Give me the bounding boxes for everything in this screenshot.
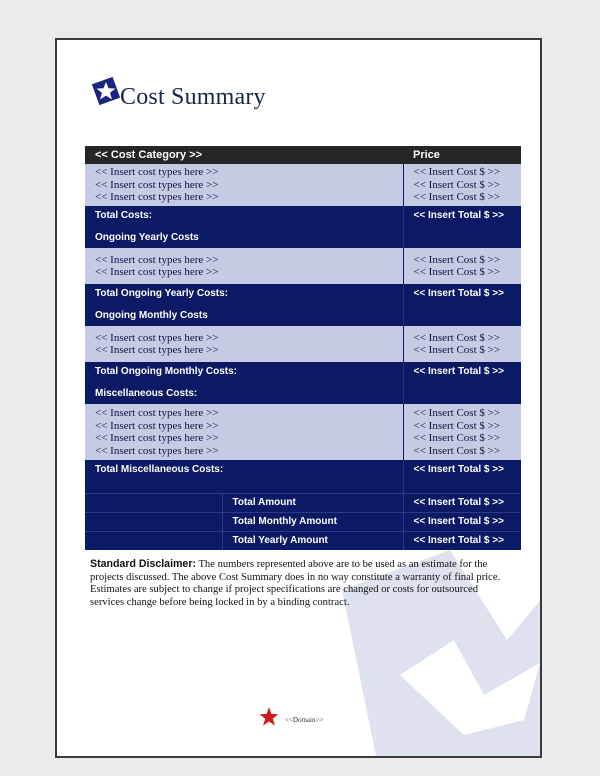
cost-type-cell: [85, 326, 403, 362]
cost-value-line: << Insert Cost $ >>: [413, 344, 501, 356]
table-header-row: [85, 146, 521, 164]
section-total-row: [85, 206, 521, 248]
cost-type-line: << Insert cost types here >>: [95, 191, 219, 204]
cost-type-line: << Insert cost types here >>: [95, 331, 219, 344]
section-total-row: [85, 284, 521, 326]
cost-items-group: [85, 326, 521, 362]
summary-label: Total Yearly Amount: [222, 531, 403, 550]
summary-label: Total Amount: [222, 493, 403, 512]
cost-value-cell: [403, 164, 521, 206]
disclaimer-heading: Standard Disclaimer:: [90, 558, 196, 570]
cost-value-cell: [403, 248, 521, 284]
section-total-value: << Insert Total $ >>: [403, 362, 521, 404]
document-title: Cost Summary: [120, 84, 266, 110]
red-star-icon: [258, 706, 280, 728]
summary-value: << Insert Total $ >>: [403, 493, 521, 512]
cost-items-group: [85, 164, 521, 206]
cost-value-line: << Insert Cost $ >>: [413, 178, 501, 191]
cost-value-line: << Insert Cost $ >>: [413, 407, 501, 419]
spacer-row: [85, 480, 521, 493]
cost-value-line: << Insert Cost $ >>: [413, 419, 501, 432]
cost-summary-table: [85, 146, 521, 550]
section-total-row: [85, 460, 521, 480]
footer-domain: <<Domain>>: [285, 716, 324, 724]
cost-type-line: << Insert cost types here >>: [95, 432, 219, 444]
cost-value-line: << Insert Cost $ >>: [413, 432, 501, 444]
cost-type-cell: [85, 248, 403, 284]
section-total-label: Total Costs:: [95, 210, 153, 221]
summary-label: Total Monthly Amount: [222, 512, 403, 531]
disclaimer-body: The numbers represented above are to be used as an estimate for the projects discussed. The above Cost Summary does in no way constitute a warranty of final price. Estimates are subject to change if project specifications are changed or costs for outsourced services change before being locked in by a binding contract.: [90, 559, 501, 608]
cost-type-line: << Insert cost types here >>: [95, 166, 219, 179]
disclaimer-paragraph: [90, 558, 510, 609]
cost-value-line: << Insert Cost $ >>: [413, 166, 501, 179]
section-total-cell: [85, 206, 403, 248]
section-heading: Ongoing Yearly Costs: [95, 232, 199, 243]
cost-type-cell: [85, 164, 403, 206]
section-total-cell: [85, 362, 403, 404]
section-heading: Miscellaneous Costs:: [95, 388, 198, 399]
cost-items-group: [85, 248, 521, 284]
section-total-row: [85, 362, 521, 404]
cost-type-line: << Insert cost types here >>: [95, 344, 219, 356]
cost-type-line: << Insert cost types here >>: [95, 266, 219, 278]
section-total-value: << Insert Total $ >>: [403, 206, 521, 248]
cost-value-line: << Insert Cost $ >>: [413, 253, 501, 266]
cost-value-line: << Insert Cost $ >>: [413, 331, 501, 344]
star-square-icon: [90, 75, 122, 107]
document-page: [55, 38, 542, 758]
cost-value-cell: [403, 404, 521, 460]
summary-row: [85, 531, 521, 550]
section-total-label: Total Miscellaneous Costs:: [85, 460, 403, 480]
price-header: Price: [403, 146, 521, 164]
cost-category-header: << Cost Category >>: [85, 146, 403, 164]
summary-row: [85, 493, 521, 512]
cost-type-line: << Insert cost types here >>: [95, 178, 219, 191]
section-total-value: << Insert Total $ >>: [403, 284, 521, 326]
cost-type-line: << Insert cost types here >>: [95, 253, 219, 266]
cost-value-cell: [403, 326, 521, 362]
cost-value-line: << Insert Cost $ >>: [413, 444, 501, 457]
summary-value: << Insert Total $ >>: [403, 531, 521, 550]
cost-type-cell: [85, 404, 403, 460]
section-total-value: << Insert Total $ >>: [403, 460, 521, 480]
cost-value-line: << Insert Cost $ >>: [413, 266, 501, 278]
cost-value-line: << Insert Cost $ >>: [413, 191, 501, 204]
section-heading: Ongoing Monthly Costs: [95, 310, 208, 321]
summary-value: << Insert Total $ >>: [403, 512, 521, 531]
cost-type-line: << Insert cost types here >>: [95, 444, 219, 457]
summary-row: [85, 512, 521, 531]
section-total-label: Total Ongoing Yearly Costs:: [95, 288, 228, 299]
cost-type-line: << Insert cost types here >>: [95, 419, 219, 432]
cost-type-line: << Insert cost types here >>: [95, 407, 219, 419]
section-total-label: Total Ongoing Monthly Costs:: [95, 366, 238, 377]
cost-items-group: [85, 404, 521, 460]
section-total-cell: [85, 284, 403, 326]
